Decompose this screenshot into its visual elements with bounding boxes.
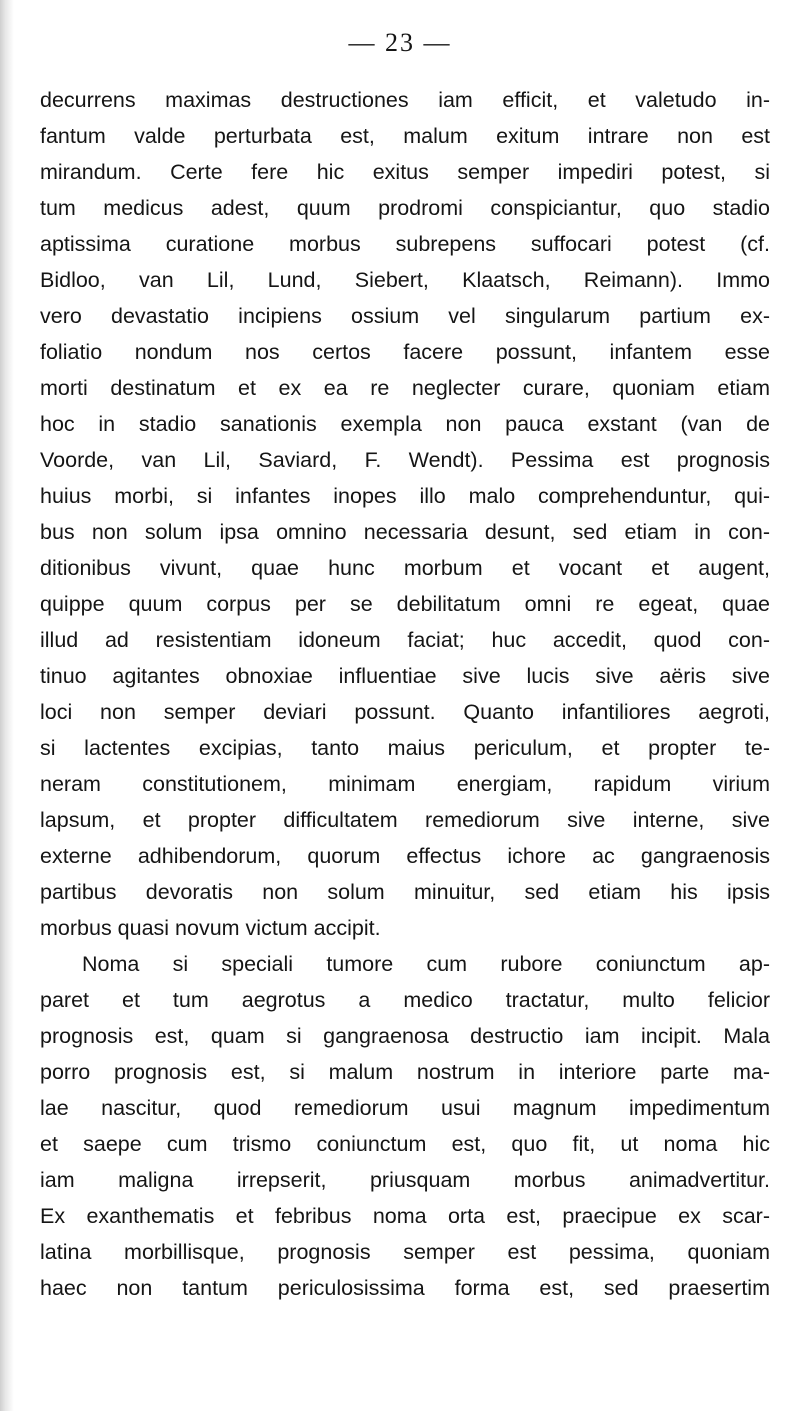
text-line: et saepe cum trismo coniunctum est, quo fit, ut noma hic (40, 1132, 770, 1156)
text-line: paret et tum aegrotus a medico tractatur, multo felicior (40, 988, 770, 1012)
text-line: foliatio nondum nos certos facere possunt, infantem esse (40, 340, 770, 364)
text-line: illud ad resistentiam idoneum faciat; huc accedit, quod con- (40, 628, 770, 652)
page-number: — 23 — (348, 28, 452, 57)
text-line: lae nascitur, quod remediorum usui magnum impedimentum (40, 1096, 770, 1120)
text-line: ditionibus vivunt, quae hunc morbum et vocant et augent, (40, 556, 770, 580)
text-line: Voorde, van Lil, Saviard, F. Wendt). Pessima est prognosis (40, 448, 770, 472)
text-line: tinuo agitantes obnoxiae influentiae sive lucis sive aëris sive (40, 664, 770, 688)
text-line: si lactentes excipias, tanto maius periculum, et propter te- (40, 736, 770, 760)
text-line: loci non semper deviari possunt. Quanto infantiliores aegroti, (40, 700, 770, 724)
text-line: neram constitutionem, minimam energiam, rapidum virium (40, 772, 770, 796)
text-line: porro prognosis est, si malum nostrum in interiore parte ma- (40, 1060, 770, 1084)
text-line: Bidloo, van Lil, Lund, Siebert, Klaatsch, Reimann). Immo (40, 268, 770, 292)
text-line: iam maligna irrepserit, priusquam morbus animadvertitur. (40, 1168, 770, 1192)
text-line: tum medicus adest, quum prodromi conspiciantur, quo stadio (40, 196, 770, 220)
text-line: externe adhibendorum, quorum effectus ichore ac gangraenosis (40, 844, 770, 868)
text-line: mirandum. Certe fere hic exitus semper impediri potest, si (40, 160, 770, 184)
text-line: quippe quum corpus per se debilitatum omni re egeat, quae (40, 592, 770, 616)
text-line: Ex exanthematis et febribus noma orta est, praecipue ex scar- (40, 1204, 770, 1228)
text-line: lapsum, et propter difficultatem remediorum sive interne, sive (40, 808, 770, 832)
text-line: huius morbi, si infantes inopes illo malo comprehenduntur, qui- (40, 484, 770, 508)
text-line: latina morbillisque, prognosis semper est pessima, quoniam (40, 1240, 770, 1264)
text-line: hoc in stadio sanationis exempla non pauca exstant (van de (40, 412, 770, 436)
text-line: vero devastatio incipiens ossium vel singularum partium ex- (40, 304, 770, 328)
text-line: prognosis est, quam si gangraenosa destructio iam incipit. Mala (40, 1024, 770, 1048)
text-line: decurrens maximas destructiones iam efficit, et valetudo in- (40, 88, 770, 112)
text-line: aptissima curatione morbus subrepens suffocari potest (cf. (40, 232, 770, 256)
paragraph-end-line: morbus quasi novum victum accipit. (40, 916, 381, 940)
text-line: morti destinatum et ex ea re neglecter curare, quoniam etiam (40, 376, 770, 400)
body-text (40, 82, 770, 1306)
text-line: partibus devoratis non solum minuitur, sed etiam his ipsis (40, 880, 770, 904)
text-line: fantum valde perturbata est, malum exitum intrare non est (40, 124, 770, 148)
text-line: bus non solum ipsa omnino necessaria desunt, sed etiam in con- (40, 520, 770, 544)
paragraph-start-line: Noma si speciali tumore cum rubore coniunctum ap- (82, 952, 770, 976)
text-line: haec non tantum periculosissima forma est, sed praesertim (40, 1276, 770, 1300)
